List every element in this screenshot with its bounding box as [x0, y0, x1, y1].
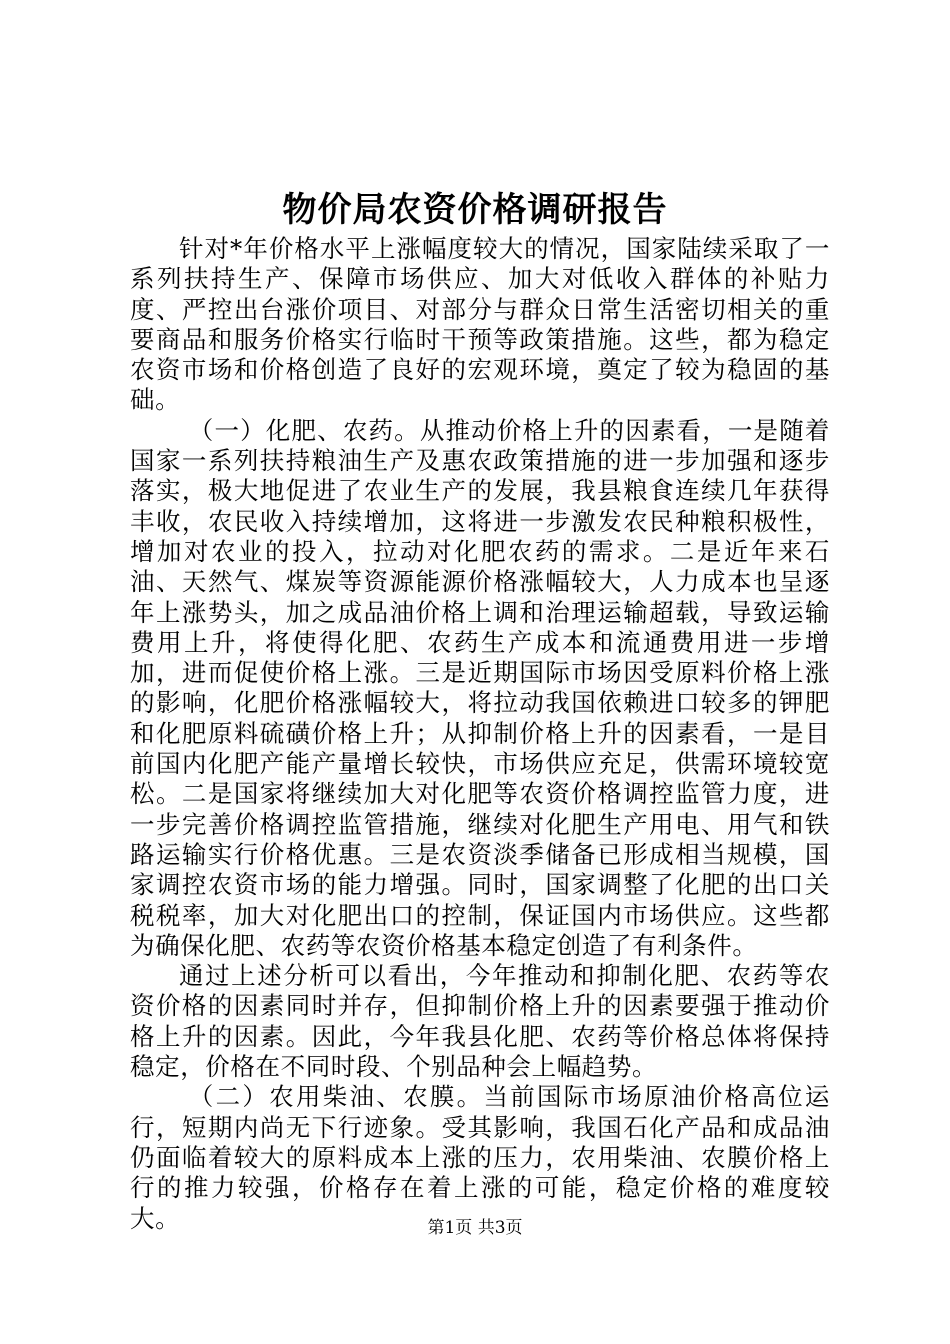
paragraph-intro: 针对*年价格水平上涨幅度较大的情况，国家陆续采取了一系列扶持生产、保障市场供应、加大对低收入群体的补贴力度、严控出台涨价项目、对部分与群众日常生活密切相关的重要商品和服务价格实行临时干预等政策措施。这些，都为稳定农资市场和价格创造了良好的宏观环境，奠定了较为稳固的基础。	[130, 234, 830, 415]
document-title: 物价局农资价格调研报告	[282, 190, 668, 230]
paragraph-diesel-film: （二）农用柴油、农膜。当前国际市场原油价格高位运行，短期内尚无下行迹象。受其影响，我国石化产品和成品油仍面临着较大的原料成本上涨的压力，农用柴油、农膜价格上行的推力较强，价格存在着上涨的可能，稳定价格的难度较大。	[130, 1082, 830, 1233]
document-body	[130, 234, 830, 1234]
paragraph-fertilizer-pesticide: （一）化肥、农药。从推动价格上升的因素看，一是随着国家一系列扶持粮油生产及惠农政策措施的进一步加强和逐步落实，极大地促进了农业生产的发展，我县粮食连续几年获得丰收，农民收入持续增加，这将进一步激发农民种粮积极性，增加对农业的投入，拉动对化肥农药的需求。二是近年来石油、天然气、煤炭等资源能源价格涨幅较大，人力成本也呈逐年上涨势头，加之成品油价格上调和治理运输超载，导致运输费用上升，将使得化肥、农药生产成本和流通费用进一步增加，进而促使价格上涨。三是近期国际市场因受原料价格上涨的影响，化肥价格涨幅较大，将拉动我国依赖进口较多的钾肥和化肥原料硫磺价格上升；从抑制价格上升的因素看，一是目前国内化肥产能产量增长较快，市场供应充足，供需环境较宽松。二是国家将继续加大对化肥等农资价格调控监管力度，进一步完善价格调控监管措施，继续对化肥生产用电、用气和铁路运输实行价格优惠。三是农资淡季储备已形成相当规模，国家调控农资市场的能力增强。同时，国家调整了化肥的出口关税税率，加大对化肥出口的控制，保证国内市场供应。这些都为确保化肥、农药等农资价格基本稳定创造了有利条件。	[130, 415, 830, 960]
page-number-footer: 第1页 共3页	[427, 1218, 523, 1238]
paragraph-analysis-summary: 通过上述分析可以看出，今年推动和抑制化肥、农药等农资价格的因素同时并存，但抑制价格上升的因素要强于推动价格上升的因素。因此，今年我县化肥、农药等价格总体将保持稳定，价格在不同时段、个别品种会上幅趋势。	[130, 961, 830, 1082]
